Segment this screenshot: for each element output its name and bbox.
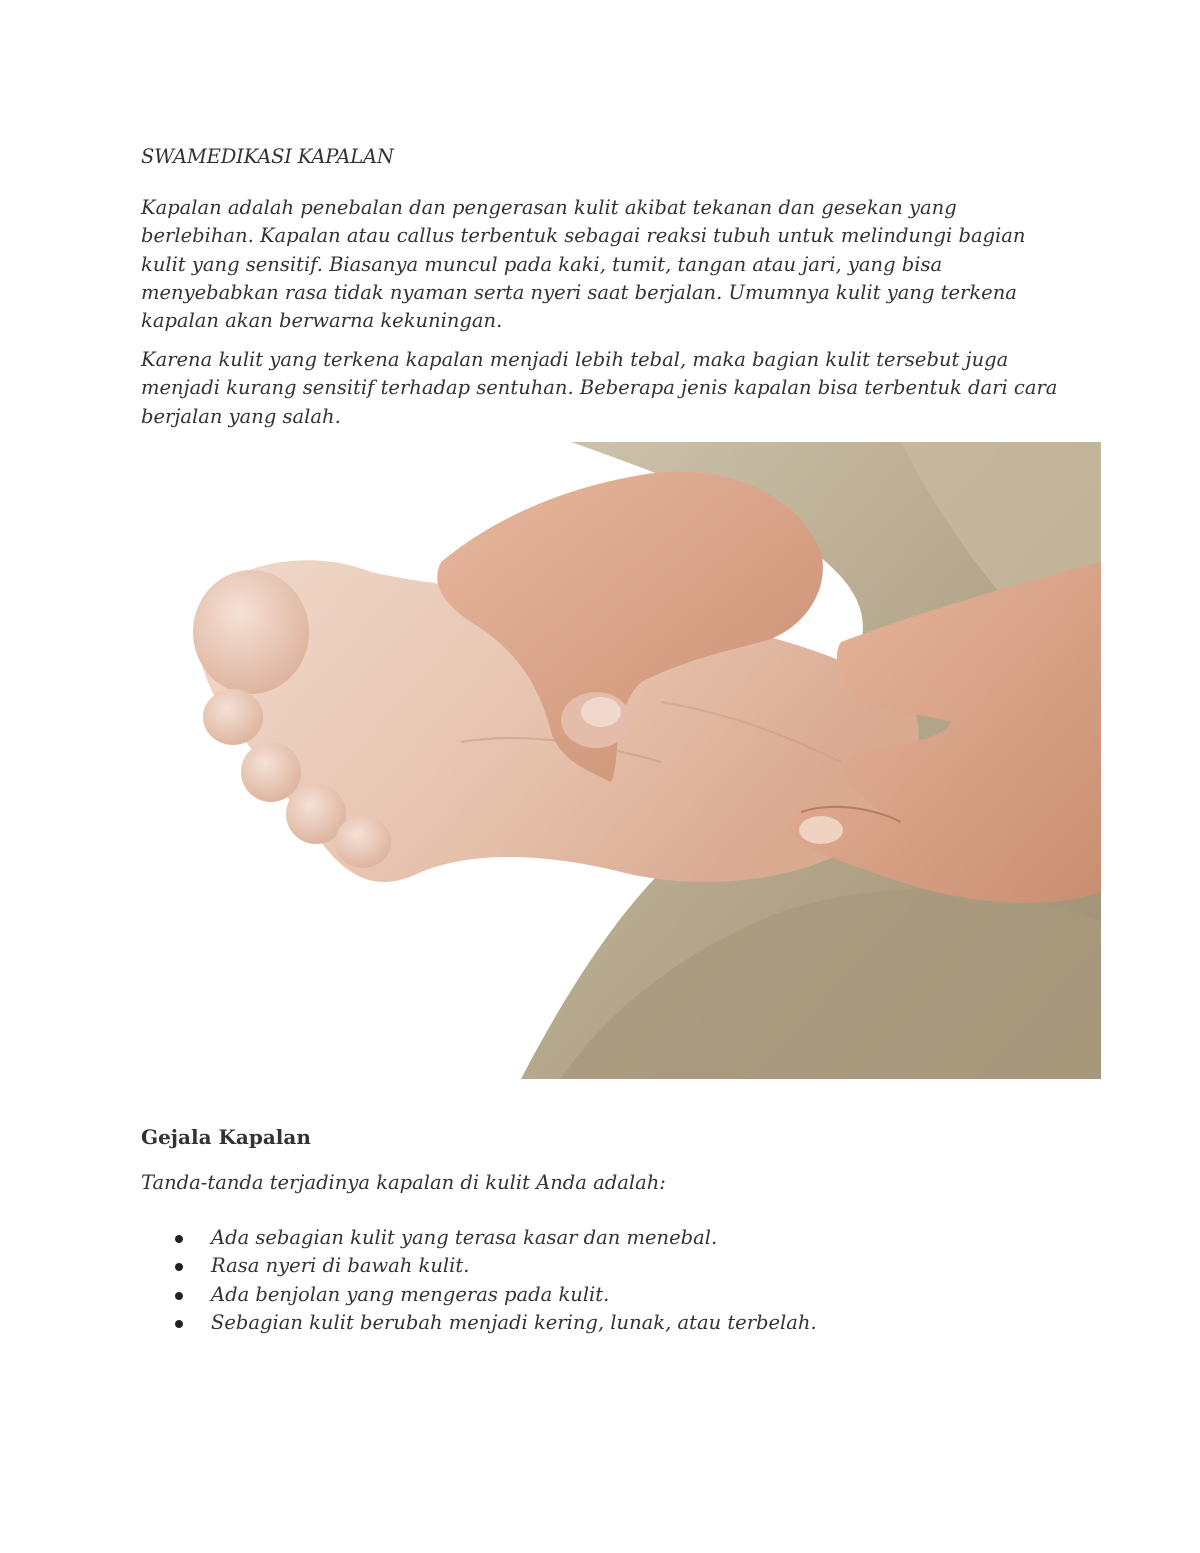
foot-massage-photo — [141, 442, 1101, 1079]
symptom-list — [141, 1224, 817, 1338]
list-item-text: Sebagian kulit berubah menjadi kering, lunak, atau terbelah. — [211, 1311, 817, 1335]
list-item-text: Ada sebagian kulit yang terasa kasar dan menebal. — [211, 1226, 718, 1249]
list-item — [141, 1252, 817, 1280]
bullet-icon — [175, 1292, 183, 1300]
list-item — [141, 1281, 817, 1309]
bullet-icon — [175, 1235, 183, 1243]
bullet-icon — [175, 1320, 183, 1328]
bullet-icon — [175, 1263, 183, 1271]
paragraph-sensitivity: Karena kulit yang terkena kapalan menjadi lebih tebal, maka bagian kulit tersebut juga menjadi kurang sensitif terhadap sentuhan. Beberapa jenis kapalan bisa terbentuk dari cara berjalan yang salah. — [141, 348, 1058, 428]
list-item — [141, 1309, 817, 1337]
list-item-text: Rasa nyeri di bawah kulit. — [211, 1254, 470, 1278]
paragraph-definition: Kapalan adalah penebalan dan pengerasan kulit akibat tekanan dan gesekan yang berlebihan. Kapalan atau callus terbentuk sebagai reaksi tubuh untuk melindungi bagian kulit yang sensitif. Biasanya muncul pada kaki, tumit, tangan atau jari, yang bisa menyebabkan rasa tidak nyaman serta nyeri saat berjalan. Umumnya kulit yang terkena kapalan akan berwarna kekuningan. — [141, 196, 1026, 333]
symptoms-intro: Tanda-tanda terjadinya kapalan di kulit Anda adalah: — [141, 1171, 666, 1194]
list-item — [141, 1224, 817, 1252]
list-item-text: Ada benjolan yang mengeras pada kulit. — [211, 1282, 610, 1306]
document-title: SWAMEDIKASI KAPALAN — [141, 145, 394, 168]
section-heading-gejala: Gejala Kapalan — [141, 1125, 311, 1149]
